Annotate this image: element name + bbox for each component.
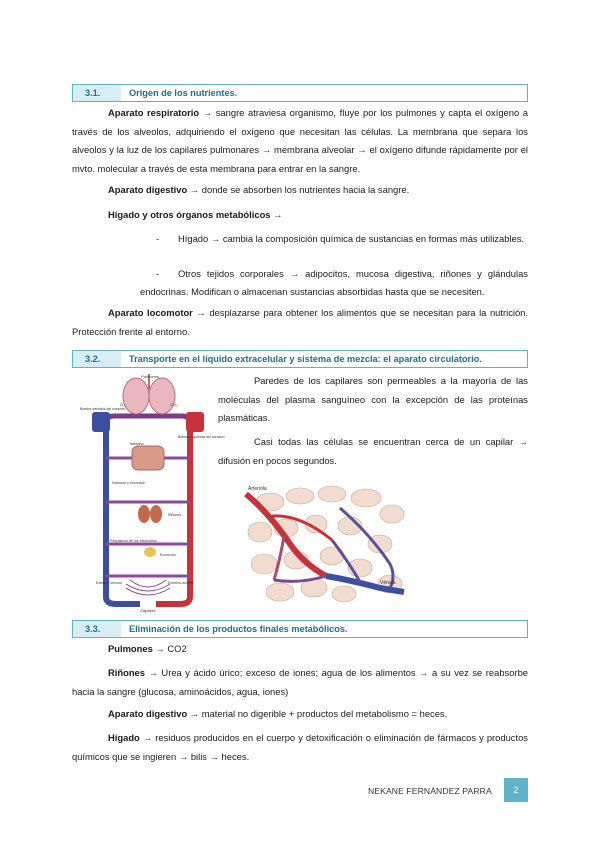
section-header-3-1 bbox=[72, 84, 528, 102]
intestine-icon bbox=[132, 446, 164, 470]
list-item-text: Hígado → cambia la composición química de sustancias en formas más utilizables. bbox=[178, 233, 524, 244]
list-dash: - bbox=[156, 233, 160, 244]
label-venula: Vénula bbox=[380, 580, 396, 586]
section-number: 3.3. bbox=[73, 621, 121, 637]
paragraph-locomotor bbox=[72, 304, 528, 341]
label-o2: O₂ bbox=[120, 402, 125, 407]
paragraph-text: → residuos producidos en el cuerpo y detoxificación o eliminación de fármacos y productos químicos que se ingieren → bilis → heces. bbox=[72, 732, 528, 762]
paragraph-text: → desplazarse para obtener los alimentos que se necesitan para la nutrición. Protección frente al entorno. bbox=[72, 307, 528, 337]
heart-connection bbox=[106, 416, 190, 424]
list-item-text: Otros tejidos corporales → adipocitos, mucosa digestiva, riñones y glándulas endocrinas. Modifican o almacenan sustancias absorbidas hasta que se necesiten. bbox=[140, 268, 528, 297]
paragraph-rinones bbox=[72, 664, 528, 701]
section-number: 3.1. bbox=[73, 85, 121, 101]
paragraph-higado-eliminacion bbox=[72, 729, 528, 766]
section-header-3-2 bbox=[72, 350, 528, 368]
circulatory-system-figure bbox=[78, 372, 225, 613]
bladder-icon bbox=[144, 547, 156, 557]
right-heart-pump bbox=[92, 412, 110, 432]
footer-author: NEKANE FERNÁNDEZ PARRA bbox=[368, 786, 492, 796]
label-extremo-arterial: Extremo arterial bbox=[168, 581, 194, 585]
label-pulmones: Pulmones bbox=[141, 374, 159, 379]
page-number: 2 bbox=[504, 778, 528, 802]
term-pulmones: Pulmones bbox=[108, 643, 153, 654]
paragraph-capilares: Paredes de los capilares son permeables a la mayoría de las moléculas del plasma sanguíneo con la excepción de las proteínas plasmáticas. bbox=[218, 375, 528, 423]
kidney-icon bbox=[150, 505, 162, 523]
label-excrecion: Excreción bbox=[160, 553, 176, 557]
paragraph-text: → bbox=[270, 209, 283, 220]
label-capilares: Capilares bbox=[140, 609, 156, 613]
term-aparato-respiratorio: Aparato respiratorio bbox=[108, 107, 200, 118]
label-bomba-izquierda: Bomba izquierda del corazón bbox=[178, 435, 225, 439]
label-extremo-venoso: Extremo venoso bbox=[96, 581, 122, 585]
paragraph-digestivo-eliminacion bbox=[108, 705, 528, 724]
section-title: Origen de los nutrientes. bbox=[129, 88, 238, 98]
section-title: Eliminación de los productos finales metabólicos. bbox=[129, 624, 348, 634]
paragraph-text: → Urea y ácido úrico; exceso de iones; agua de los alimentos → a su vez se reabsorbe hacia la sangre (glucosa, aminoácidos, agua, iones) bbox=[72, 667, 528, 697]
label-regulacion: Regulación de los electrolitos bbox=[110, 539, 157, 543]
list-dash: - bbox=[156, 268, 160, 279]
left-lung-icon bbox=[123, 378, 149, 414]
list-item-otros-tejidos bbox=[140, 265, 528, 300]
list-item-higado bbox=[140, 230, 528, 248]
paragraph-text: → CO2 bbox=[152, 643, 187, 654]
term-higado: Hígado bbox=[108, 732, 140, 743]
paragraph-difusion: Casi todas las células se encuentran cerca de un capilar → difusión en pocos segundos. bbox=[218, 436, 528, 466]
right-lung-icon bbox=[149, 378, 175, 414]
label-rinones: Riñones bbox=[168, 513, 182, 517]
paragraph-digestivo bbox=[108, 181, 528, 200]
term-rinones: Riñones bbox=[108, 667, 145, 678]
label-co2: CO₂ bbox=[170, 402, 178, 407]
section-title: Transporte en el líquido extracelular y sistema de mezcla: el aparato circulatorio. bbox=[129, 354, 482, 364]
term-aparato-digestivo: Aparato digestivo bbox=[108, 708, 188, 719]
paragraph-higado-organos bbox=[108, 206, 528, 225]
capillary-bed-figure bbox=[240, 484, 406, 610]
section-number: 3.2. bbox=[73, 351, 121, 367]
label-arteriola: Arteriola bbox=[248, 486, 267, 492]
term-aparato-locomotor: Aparato locomotor bbox=[108, 307, 193, 318]
label-intestino: Intestino bbox=[130, 442, 144, 446]
paragraph-text: → material no digerible + productos del metabolismo = heces. bbox=[187, 708, 448, 719]
left-heart-pump bbox=[186, 412, 204, 432]
paragraph-pulmones bbox=[108, 640, 528, 659]
paragraph-text: → donde se absorben los nutrientes hacia la sangre. bbox=[187, 184, 410, 195]
section-header-3-3 bbox=[72, 620, 528, 638]
paragraph-text: → sangre atraviesa organismo, fluye por los pulmones y capta el oxígeno a través de los alveolos, adquiriendo el oxígeno que necesitan las células. La membrana que separa los alveolos y la luz de los capilares pulmonares → membrana alveolar → el oxígeno difunde rápidamente por el mvto. molecular a través de esta membrana para entrar en la sangre. bbox=[72, 107, 528, 174]
kidney-icon bbox=[138, 505, 150, 523]
term-higado-organos: Hígado y otros órganos metabólicos bbox=[108, 209, 271, 220]
term-aparato-digestivo: Aparato digestivo bbox=[108, 184, 188, 195]
label-nutricion: Nutrición y excreción bbox=[112, 481, 146, 485]
paragraph-respiratorio bbox=[72, 104, 528, 178]
label-bomba-derecha: Bomba derecha del corazón bbox=[80, 407, 125, 411]
